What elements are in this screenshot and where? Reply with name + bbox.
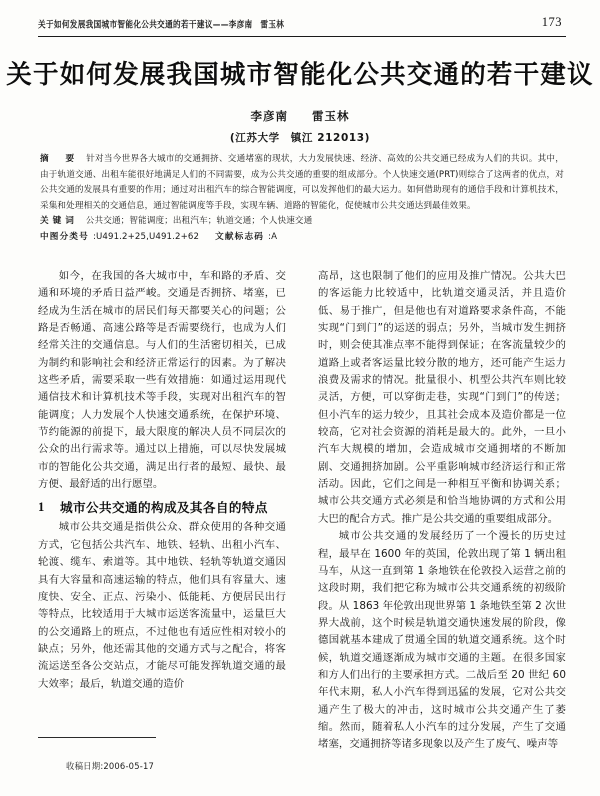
- received-date-line: [66, 760, 154, 772]
- body-columns: [38, 268, 567, 751]
- keywords-label: 关键词: [40, 216, 78, 227]
- section-number: 1: [38, 500, 45, 515]
- running-header-text: 关于如何发展我国城市智能化公共交通的若干建议——李彦南 雷玉林: [38, 19, 285, 30]
- author-byline: [0, 108, 600, 124]
- keywords-line: [40, 214, 564, 230]
- author-affiliation: (江苏大学 镇江 212013): [229, 132, 371, 144]
- received-label: 收稿日期: [66, 761, 101, 771]
- footnote-rule: [38, 737, 156, 738]
- page-number: 173: [541, 15, 562, 29]
- abstract-paragraph: [40, 152, 564, 214]
- section-title: 城市公共交通的构成及其各自的特点: [60, 500, 268, 516]
- section-heading-1: [38, 497, 286, 518]
- paragraph: 城市公共交通的发展经历了一个漫长的历史过程，最早在 1600 年的英国，伦敦出现了第 1 辆出租马车，从这一直到第 1 条地铁在伦敦投入运营之前的这段时期，我们把它称为城市公共交通系统的初级阶段。从 1863 年伦敦出现世界第 1 条地铁至第 2 次世界大战前，这个时候是轨道交通快速发展的阶段，像德国就基本建成了贯通全国的轨道交通系统。这个时候，轨道交通逐渐成为城市交通的主题。在很多国家和方人们出行的主要承担方式。二战后至 20 世纪 60 年代末期，私人小汽车得到迅猛的发展，它对公共交通产生了极大的冲击，这时城市公共交通产生了萎缩。然而，随着私人小汽车的过分发展，产生了交通堵塞，交通拥挤等诸多现象以及产生了废气、噪声等: [318, 530, 567, 751]
- received-date: 2006-05-17: [103, 761, 155, 771]
- classification-value: U491.2+25,U491.2+62: [96, 231, 200, 242]
- paragraph: 高昂，这也限制了他们的应用及推广情况。公共大巴的客运能力比较适中，比轨道交通灵活，并且造价低、易于推广，但是他也有对道路要求条件高，不能实现“门到门”的运送的弱点；另外，当城市发生拥挤时，则会使其准点率不能得到保证；在客流量较少的道路上或者客运量比较分散的地方，还可能产生运力浪费及需求的情况。批量很小、机型公共汽车则比较灵活，方便，可以穿街走巷，实现“门到门”的传送；但小汽车的运力较少，且其社会成本及造价都是一位较高，它对社会资源的消耗是最大的。此外，一旦小汽车大规模的增加，会造成城市交通拥堵的不断加剧、交通拥挤加剧。公平重影响城市经济运行和正常活动。因此，它们之间是一种相互平衡和协调关系；城市公共交通方式必须是和恰当地协调的方式和公用大巴的配合方式。推广是公共交通的重要组成部分。: [318, 270, 566, 525]
- doccode-colon: :: [268, 231, 272, 242]
- paragraph: 如今，在我国的各大城市中，车和路的矛盾、交通和环境的矛盾日益严峻。交通是否拥挤、堵塞，已经成为生活在城市的居民们每天都要关心的问题；公路是否畅通、高速公路等是否需要绕行，也成为人们经常关注的交通信息。与人们的生活密切相关，已成为制约和影响社会和经济正常运行的因素。为了解决这些矛盾，需要采取一些有效措施：如通过运用现代通信技术和计算机技术等手段，实现对出租汽车的智能调度；人力发展个人快速交通系统，在保护环境、节约能源的前提下，最大限度的解决人员不同层次的公众的出行需求等。通过以上措施，可以尽快发展城市的智能化公共交通，满足出行者的最短、最快、最方便、最舒适的出行愿望。: [38, 270, 286, 491]
- abstract-block: [40, 152, 564, 246]
- abstract-text: 针对当今世界各大城市的交通拥挤、交通堵塞的现状，大力发展快速、经济、高效的公共交通已经成为人们的共识。其中，由于轨道交通、出租车能很好地满足人们的不同需要，成为公共交通的重要的组成部分。个人快速交通(PRT)则综合了这两者的优点，对公共交通的发展具有重要的作用；通过对出租汽车的综合智能调度，可以发挥他们的最大运力。如何借助现有的通信手段和计算机技术，采集和处理相关的交通信息，通过智能调度等手段，实现车辆、道路的智能化，促使城市公共交通达到最佳效果。: [40, 154, 564, 211]
- column-right: [318, 268, 566, 754]
- header-rule: [38, 36, 566, 37]
- classification-label: 中图分类号: [40, 231, 89, 242]
- classification-line: [40, 230, 564, 246]
- author-name-1: 李彦南: [250, 109, 288, 123]
- column-left: [38, 268, 286, 693]
- article-title: 关于如何发展我国城市智能化公共交通的若干建议: [6, 60, 594, 90]
- received-colon: :: [100, 761, 104, 771]
- classification-colon: :: [92, 231, 96, 242]
- doccode-label: 文献标志码: [215, 231, 265, 242]
- abstract-label: 摘 要: [40, 154, 79, 164]
- keywords-value: 公共交通；智能调度；出租汽车；轨道交通；个人快速交通: [85, 216, 313, 227]
- paragraph: 城市公共交通是指供公众、群众使用的各种交通方式，它包括公共汽车、地铁、轻轨、出租小汽车、轮渡、缆车、索道等。其中地铁、轻轨等轨道交通因具有大容量和高速运输的特点，他们具有容量大、速度快、安全、正点、污染小、低能耗、方便居民出行等特点，比较适用于大城市运送客流量中，运量巨大的公交通路上的班点，不过他也有适应性相对较小的缺点；另外，他还需其他的交通方式与之配合，将客流运送至各公交站点，才能尽可能发挥轨道交通的最大效率；最后，轨道交通的造价: [38, 521, 286, 690]
- running-header: [38, 15, 566, 38]
- author-name-2: 雷玉林: [312, 109, 350, 123]
- doccode-value: A: [271, 231, 278, 242]
